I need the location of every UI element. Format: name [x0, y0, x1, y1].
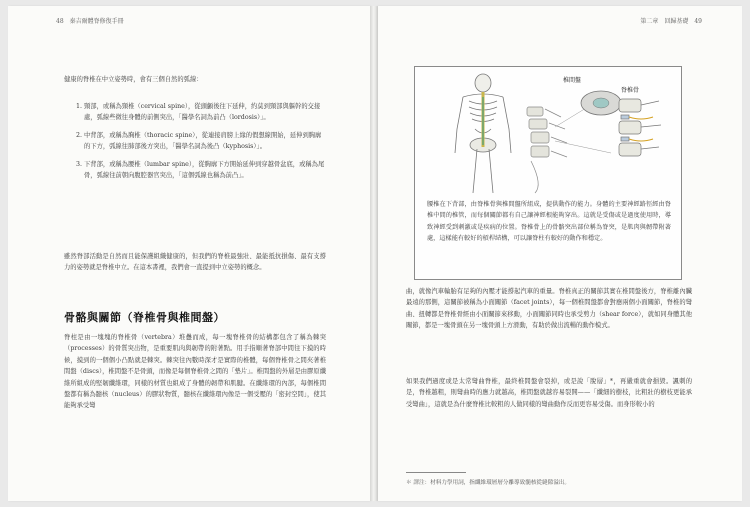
list-item: 1. 頸部，或稱為頸椎（cervical spine），從頭顱後往下延伸，約莫到頸部與軀幹的交接處，弧線些微往身體的前側突出，「醫學名詞為前凸（lordosis）」。 [76, 103, 321, 122]
body-paragraph-2: 如果我們過度或是太常彎曲脊椎，最終椎間盤會裂掉，或是說「脫層」*，再嚴重就會損毀。諷刺的是，脊椎越粗，則彎曲時的應力就越高，椎間盤就越容易裂開——「纖細的樹枝，比粗壯的樹枝更能承受彎曲」，這就是為什麼脊椎比較粗的人做同樣的彎曲動作反而更容易受傷。而身形較小的 [406, 378, 692, 408]
list-item: 2. 中背部，或稱為胸椎（thoracic spine），從連接肩膀上緣的假想線開始，延伸到胸廓的下方，弧線往肺部後方突出，「醫學名詞為後凸（kyphosis）」。 [76, 131, 322, 151]
vertebra-stack-image [619, 99, 661, 156]
running-head-right: 第二章 回歸基礎 49 [640, 18, 702, 25]
neutral-paragraph: 雖然脊部活動是自然而且能保護組織健康的，但我們的脊椎最強壯、最能抵抗損傷、最有支撐力的姿勢就是脊椎中立。在這本書裡，我們會一直提到中立姿勢的概念。 [64, 253, 326, 272]
list-item: 3. 下背部，或稱為腰椎（lumbar spine），從胸廓下方開始延伸到穿越骨盆底，或稱為尾骨，弧線往前朝向腹腔器官突出，「這個弧線也稱為前凸」。 [76, 160, 325, 180]
intro-paragraph: 健康的脊椎在中立姿勢時，會有三個自然的弧線： [64, 76, 203, 83]
lumbar-vertebrae-image [527, 107, 567, 193]
section-body: 脊柱是由一塊塊的脊椎骨（vertebra）堆疊而成，每一塊脊椎骨的結構都包含了稱為棘突（processes）的骨質突出物，是重要肌肉與韌帶的附著點。用手指順著脊部中間往下摸的時候，摸到的一個個小凸點就是棘突。棘突往內數時深才是實際的椎體，每個脊椎骨之間夾著椎間盤（discs），椎間盤不是骨頭，而像是每個脊椎骨之間的「墊片」。椎間盤的外層是由膠原纖維所組成的堅韌纖維環，同樣的材質也組成了身體的韌帶和肌腱。在纖維環的內部，每個椎間盤都有稱為髓核（nucleus）的膠狀物質，髓核在纖維環內像是一個受壓的「密封空間」，使其能夠承受彎 [64, 334, 326, 410]
body-paragraph-1: 曲，就像汽車輪胎有足夠的內壓才能撐起汽車的重量。脊椎真正的關節其實在椎間盤後方，脊椎離內臟最遠的那側，這關節被稱為小面關節（facet joints），每一個椎間盤都會對應兩個小面關節，脊椎的彎曲、扭轉都是脊椎骨經由小面關節來移動，小面關節同時也承受剪力（shear force），就如同身體其他關節，都是一塊骨頭在另一塊骨頭上方滑動，有助於做出流暢的動作模式。 [406, 288, 692, 330]
left-page [8, 6, 370, 501]
spine-figure [414, 66, 682, 280]
right-page [378, 6, 742, 501]
spine-illustration [415, 67, 681, 197]
spine-curves-list [76, 101, 326, 187]
disc-label: 椎間盤 [563, 77, 582, 84]
footnote: ＊ 譯注：材料力學用詞，指纖維環層層分離導致髓核從縫隙溢出。 [406, 480, 570, 486]
book-gutter [370, 6, 378, 501]
figure-caption: 腰椎在下背部，由脊椎骨與椎間盤所組成，提供動作的能力。身體的主要神經路徑經由脊椎中間的椎管，而每個關節都有自己讓神經根能夠穿出。這就是受傷或是過度使用時，導致神經受到刺激或是疾病的位置。脊椎骨上的骨骼突出部位稱為脊突，是肌肉與韌帶附著處，這樣能有較好的槓桿結構，可以讓脊柱有較好的動作和穩定。 [427, 201, 671, 243]
disc-image [581, 91, 621, 115]
running-head-left: 48 秦吉爾體脊修復手冊 [56, 18, 124, 25]
section-heading: 骨骼與關節（脊椎骨與椎間盤） [64, 311, 225, 324]
footnote-rule [406, 472, 466, 473]
vertebra-label: 脊椎骨 [621, 87, 640, 94]
